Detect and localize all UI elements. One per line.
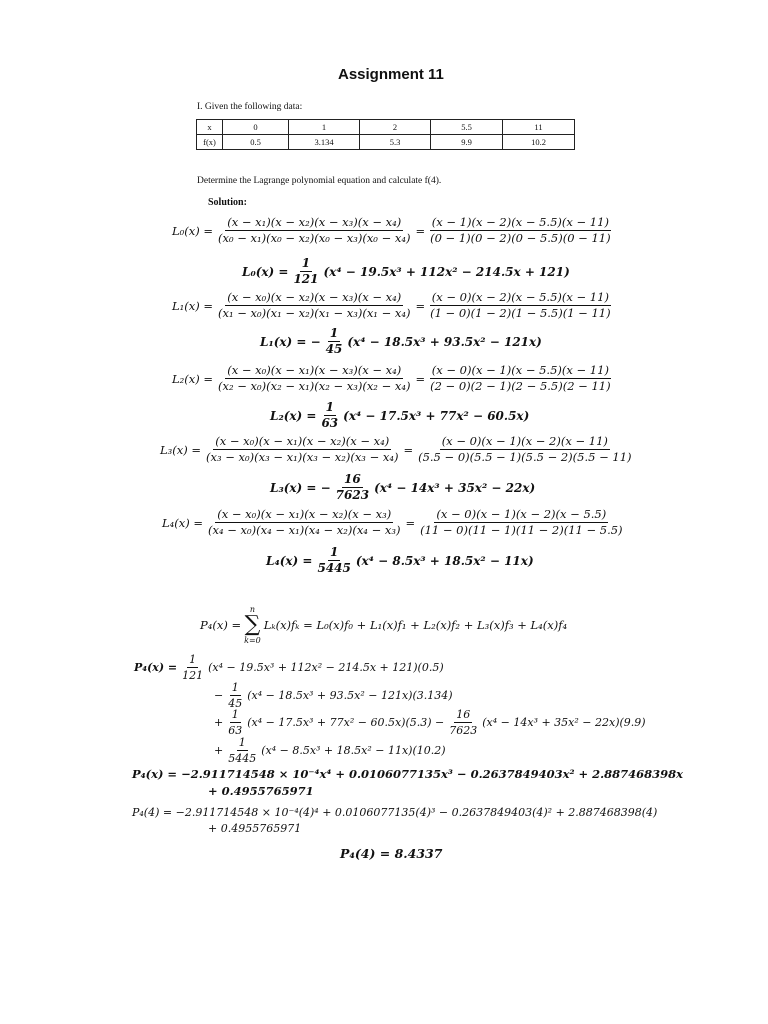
sigma-glyph: ∑: [244, 612, 261, 637]
l3-result: [270, 472, 535, 503]
l2-result-poly: (x⁴ − 17.5x³ + 77x² − 60.5x): [343, 408, 530, 423]
table-cell: 3.134: [289, 135, 360, 150]
denominator: 5445: [228, 752, 257, 765]
result-polynomial-cont: + 0.4955765971: [208, 784, 314, 798]
table-cell: 5.5: [431, 120, 503, 135]
denominator: 5445: [317, 561, 351, 575]
denominator: 7623: [449, 724, 478, 737]
table-cell: 1: [289, 120, 360, 135]
l0-definition: L₀(x) = $\frac{\text{(x − x₁)(x − x₂)(x − x₃)(x − x₄)}}{\text{(x₀ − x₁)(x₀ − x₂)(x₀ − x₃)(x₀ − x₄)}}$ = $\frac{(x - 1)(x - 2)(x - 5.5)(x - 11)}{(0 - 1)(0 - 2)(0 - 5.5)(0 - 11)}$: [172, 215, 611, 245]
l4-result-poly: (x⁴ − 8.5x³ + 18.5x² − 11x): [355, 553, 534, 568]
denominator: (x₀ − x₁)(x₀ − x₂)(x₀ − x₃)(x₀ − x₄): [218, 231, 411, 245]
numerator: (x − 0)(x − 1)(x − 2)(x − 5.5): [436, 507, 607, 521]
numerator: (x − x₀)(x − x₁)(x − x₂)(x − x₃): [217, 507, 392, 521]
denominator: (1 − 0)(1 − 2)(1 − 5.5)(1 − 11): [430, 306, 611, 320]
denominator: 7623: [335, 488, 370, 502]
numerator: 1: [329, 545, 339, 559]
l3-lhs: L₃(x) =: [160, 442, 201, 457]
denominator: 63: [321, 416, 339, 430]
l4-lhs: L₄(x) =: [162, 515, 203, 530]
denominator: 121: [293, 272, 319, 286]
question-text: I. Given the following data:: [197, 102, 303, 112]
l4-result: [266, 545, 534, 576]
table-cell: x: [197, 120, 223, 135]
page-title: Assignment 11: [338, 66, 444, 83]
l1-result-lhs: L₁(x) = −: [260, 334, 321, 349]
denominator: (11 − 0)(11 − 1)(11 − 2)(11 − 5.5): [420, 523, 623, 537]
l1-result: [260, 326, 542, 357]
l0-result-poly: (x⁴ − 19.5x³ + 112x² − 214.5x + 121): [323, 264, 570, 279]
l0-result-lhs: L₀(x) =: [242, 264, 289, 279]
expansion-line-4: [214, 735, 446, 766]
table-cell: 10.2: [503, 135, 575, 150]
sum-lhs: P₄(x) =: [200, 618, 242, 632]
sign: +: [214, 744, 224, 757]
table-row: [197, 135, 575, 150]
numerator: (x − 1)(x − 2)(x − 5.5)(x − 11): [431, 215, 609, 229]
numerator: (x − x₀)(x − x₁)(x − x₃)(x − x₄): [227, 363, 402, 377]
term-2: (x⁴ − 18.5x³ + 93.5x² − 121x)(3.134): [247, 689, 453, 702]
sign: −: [214, 689, 224, 702]
sigma-upper: n: [249, 605, 255, 614]
denominator: 45: [325, 342, 343, 356]
numerator: 1: [325, 400, 334, 414]
numerator: 1: [301, 256, 311, 270]
expansion-lhs: P₄(x) =: [134, 661, 178, 674]
numerator: 16: [456, 708, 471, 721]
term-4: (x⁴ − 14x³ + 35x² − 22x)(9.9): [482, 716, 646, 729]
numerator: (x − x₀)(x − x₂)(x − x₃)(x − x₄): [227, 290, 402, 304]
l3-result-poly: (x⁴ − 14x³ + 35x² − 22x): [374, 480, 536, 495]
denominator: 121: [182, 669, 204, 682]
l3-definition: L₃(x) = $\frac{\text{(x − x₀)(x − x₁)(x − x₂)(x − x₄)}}{\text{(x₃ − x₀)(x₃ − x₁)(x₃ − x₂)(x₃ − x₄)}}$ = $\frac{(x - 0)(x - 1)(x - 2)(x - 11)}{(5.5 - 0)(5.5 - 1)(5.5 - 2)(5.5 - 11)}$: [160, 434, 632, 464]
expansion-line-3: [214, 707, 646, 738]
numerator: 1: [329, 326, 339, 340]
table-cell: 0: [223, 120, 289, 135]
denominator: (2 − 0)(2 − 1)(2 − 5.5)(2 − 11): [430, 379, 611, 393]
table-cell: 2: [360, 120, 431, 135]
sign: +: [214, 716, 224, 729]
table-row: [197, 120, 575, 135]
term-5: (x⁴ − 8.5x³ + 18.5x² − 11x)(10.2): [261, 744, 446, 757]
denominator: (x₃ − x₀)(x₃ − x₁)(x₃ − x₂)(x₃ − x₄): [206, 450, 399, 464]
denominator: 63: [228, 724, 243, 737]
instruction-text: Determine the Lagrange polynomial equation and calculate f(4).: [197, 176, 442, 186]
result-polynomial: P₄(x) = −2.911714548 × 10⁻⁴x⁴ + 0.0106077135x³ − 0.2637849403x² + 2.887468398x: [132, 767, 684, 781]
data-table: [196, 119, 575, 150]
l4-definition: L₄(x) = $\frac{\text{(x − x₀)(x − x₁)(x − x₂)(x − x₃)}}{\text{(x₄ − x₀)(x₄ − x₁)(x₄ − x₂)(x₄ − x₃)}}$ = $\frac{(x - 0)(x - 1)(x - 2)(x - 5.5)}{(11 - 0)(11 - 1)(11 - 2)(11 - 5.5)}$: [162, 507, 623, 537]
lagrange-sum: [200, 604, 567, 646]
numerator: 1: [231, 708, 239, 721]
table-cell: 5.3: [360, 135, 431, 150]
l4-result-lhs: L₄(x) =: [266, 553, 313, 568]
expansion-line-1: [134, 652, 444, 683]
final-answer: P₄(4) = 8.4337: [340, 846, 443, 861]
numerator: (x − 0)(x − 1)(x − 5.5)(x − 11): [431, 363, 609, 377]
term-3: (x⁴ − 17.5x³ + 77x² − 60.5x)(5.3) −: [247, 716, 445, 729]
l1-definition: L₁(x) = $\frac{\text{(x − x₀)(x − x₂)(x − x₃)(x − x₄)}}{\text{(x₁ − x₀)(x₁ − x₂)(x₁ − x₃)(x₁ − x₄)}}$ = $\frac{(x - 0)(x - 2)(x - 5.5)(x - 11)}{(1 - 0)(1 - 2)(1 - 5.5)(1 - 11)}$: [172, 290, 611, 320]
l2-definition: L₂(x) = $\frac{\text{(x − x₀)(x − x₁)(x − x₃)(x − x₄)}}{\text{(x₂ − x₀)(x₂ − x₁)(x₂ − x₃)(x₂ − x₄)}}$ = $\frac{(x - 0)(x - 1)(x - 5.5)(x - 11)}{(2 - 0)(2 - 1)(2 - 5.5)(2 - 11)}$: [172, 363, 611, 393]
sigma-lower: k=0: [244, 636, 261, 645]
l3-result-lhs: L₃(x) = −: [270, 480, 331, 495]
denominator: (x₁ − x₀)(x₁ − x₂)(x₁ − x₃)(x₁ − x₄): [218, 306, 411, 320]
sum-rhs: Lₖ(x)fₖ = L₀(x)f₀ + L₁(x)f₁ + L₂(x)f₂ + L₃(x)f₃ + L₄(x)f₄: [263, 618, 568, 632]
l0-result: [242, 256, 570, 287]
denominator: 45: [228, 697, 243, 710]
numerator: (x − x₀)(x − x₁)(x − x₂)(x − x₄): [215, 434, 390, 448]
denominator: (5.5 − 0)(5.5 − 1)(5.5 − 2)(5.5 − 11): [418, 450, 632, 464]
l0-fraction-symbolic: [216, 215, 412, 246]
table-cell: f(x): [197, 135, 223, 150]
l1-result-poly: (x⁴ − 18.5x³ + 93.5x² − 121x): [347, 334, 542, 349]
l0-lhs: L₀(x) =: [172, 223, 213, 238]
table-cell: 0.5: [223, 135, 289, 150]
l1-lhs: L₁(x) =: [172, 298, 213, 313]
numerator: (x − 0)(x − 2)(x − 5.5)(x − 11): [431, 290, 609, 304]
numerator: 1: [238, 736, 246, 749]
numerator: 16: [344, 472, 361, 486]
evaluation-line: P₄(4) = −2.911714548 × 10⁻⁴(4)⁴ + 0.0106077135(4)³ − 0.2637849403(4)² + 2.887468398(4): [132, 806, 658, 819]
table-cell: 11: [503, 120, 575, 135]
denominator: (x₂ − x₀)(x₂ − x₁)(x₂ − x₃)(x₂ − x₄): [218, 379, 411, 393]
denominator: (x₄ − x₀)(x₄ − x₁)(x₄ − x₂)(x₄ − x₃): [208, 523, 401, 537]
sigma-symbol: [244, 604, 261, 646]
term-1: (x⁴ − 19.5x³ + 112x² − 214.5x + 121)(0.5): [208, 661, 444, 674]
numerator: (x − 0)(x − 1)(x − 2)(x − 11): [441, 434, 608, 448]
numerator: 1: [231, 681, 239, 694]
evaluation-line-cont: + 0.4955765971: [208, 822, 302, 835]
numerator: (x − x₁)(x − x₂)(x − x₃)(x − x₄): [227, 215, 402, 229]
solution-label: Solution:: [208, 197, 247, 208]
l2-result: [270, 400, 529, 431]
denominator: (0 − 1)(0 − 2)(0 − 5.5)(0 − 11): [430, 231, 611, 245]
l2-lhs: L₂(x) =: [172, 371, 213, 386]
numerator: 1: [189, 653, 197, 666]
l0-fraction-numeric: [428, 215, 613, 246]
table-cell: 9.9: [431, 135, 503, 150]
l2-result-lhs: L₂(x) =: [270, 408, 317, 423]
